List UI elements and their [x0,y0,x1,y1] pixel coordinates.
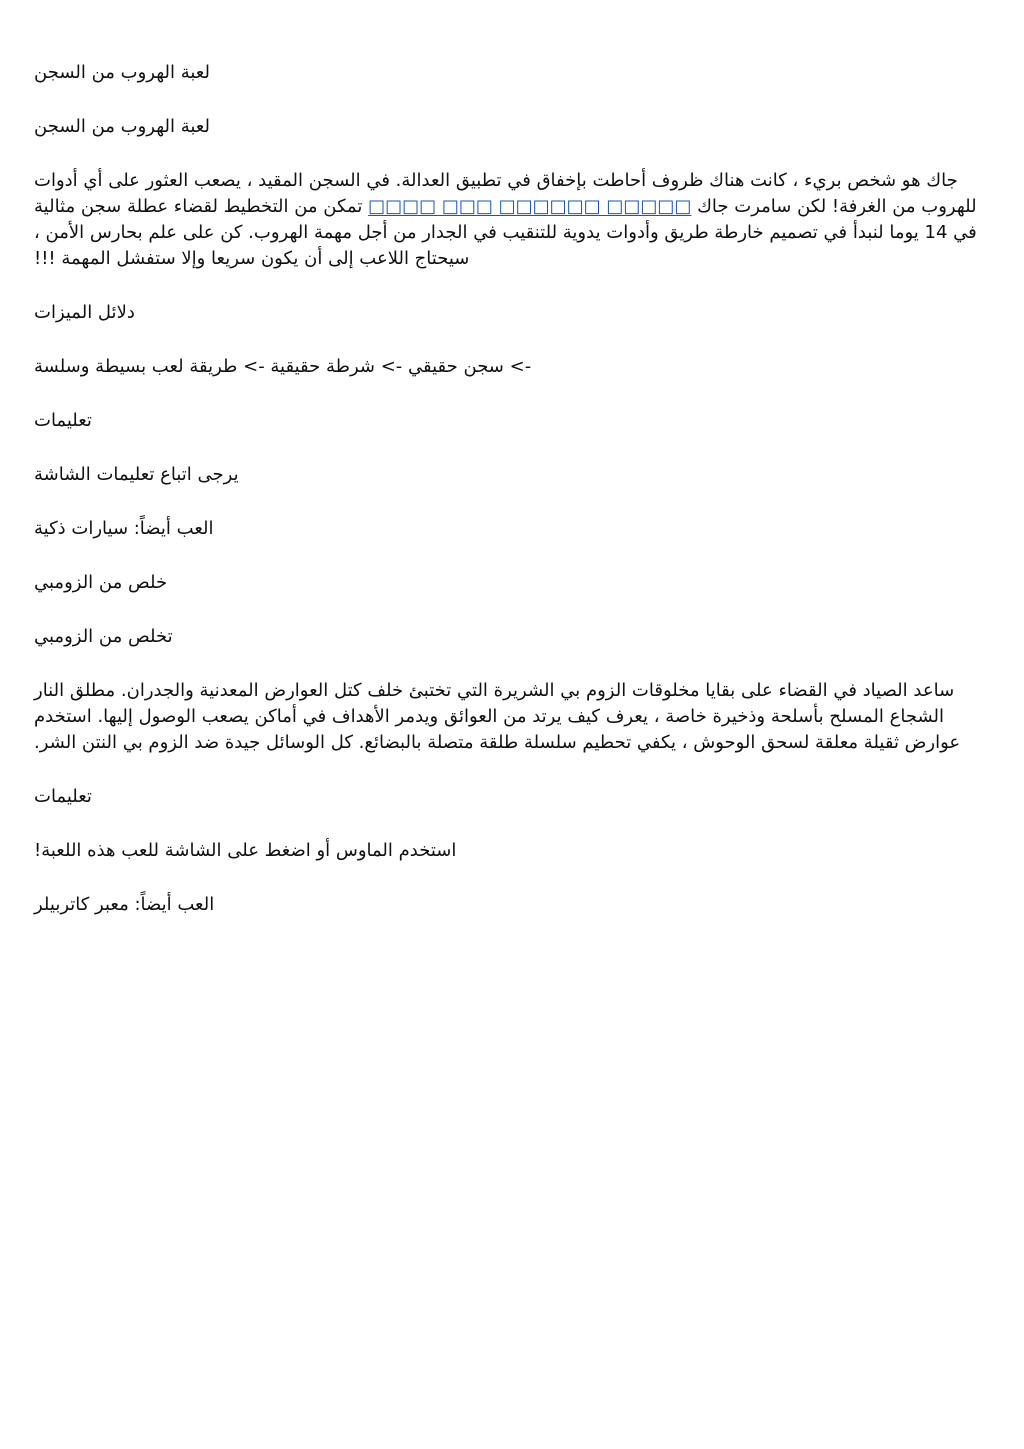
intro-text-end: تمكن من التخطيط لقضاء عطلة سجن مثالية في 14 يوما لنبدأ في تصميم خارطة طريق وأدوات يدوية للتنقيب في الجدار من أجل مهمة الهروب. كن على علم بحارس الأمن ، سيحتاج اللاعب إلى أن يكون سريعا وإلا ستفشل المهمة !!! [34,196,977,269]
features-list: -> سجن حقيقي -> شرطة حقيقية -> طريقة لعب بسيطة وسلسة [34,356,532,377]
zombie-instructions-heading: تعليمات [34,786,92,807]
game-title: لعبة الهروب من السجن [34,116,210,137]
document-body [34,60,979,946]
zombie-title: خلص من الزومبي [34,572,168,593]
page-title: لعبة الهروب من السجن [34,62,210,83]
zombie-description: ساعد الصياد في القضاء على بقايا مخلوقات الزوم بي الشريرة التي تختبئ خلف كتل العوارض المعدنية والجدران. مطلق النار الشجاع المسلح بأسلحة وذخيرة خاصة ، يعرف كيف يرتد من العوائق ويدمر الأهداف في أماكن يصعب الوصول إليها. استخدم عوارض ثقيلة معلقة لسحق الوحوش ، يكفي تحطيم سلسلة طلقة متصلة بالبضائع. كل الوسائل جيدة ضد الزوم بي النتن الشر. [34,680,961,753]
intro-text-start: جاك هو شخص بريء ، كانت هناك ظروف أحاطت بإخفاق في تطبيق العدالة. في السجن المقيد ، يصعب العثور على أي أدوات للهروب من الغرفة! لكن سامرت جاك [34,170,977,217]
instructions-text: يرجى اتباع تعليمات الشاشة [34,464,239,485]
also-play-line: العب أيضاً: سيارات ذكية [34,518,214,539]
intro-paragraph [34,168,979,272]
intro-link[interactable]: □□□□□ □□□□□□ □□□ □□□□ [368,196,692,217]
features-heading: دلائل الميزات [34,302,135,323]
zombie-game-title: تخلص من الزومبي [34,626,173,647]
instructions-heading: تعليمات [34,410,92,431]
also-play-line-2: العب أيضاً: معبر كاتربيلر [34,894,215,915]
zombie-instructions-text: استخدم الماوس أو اضغط على الشاشة للعب هذه اللعبة! [34,840,457,861]
